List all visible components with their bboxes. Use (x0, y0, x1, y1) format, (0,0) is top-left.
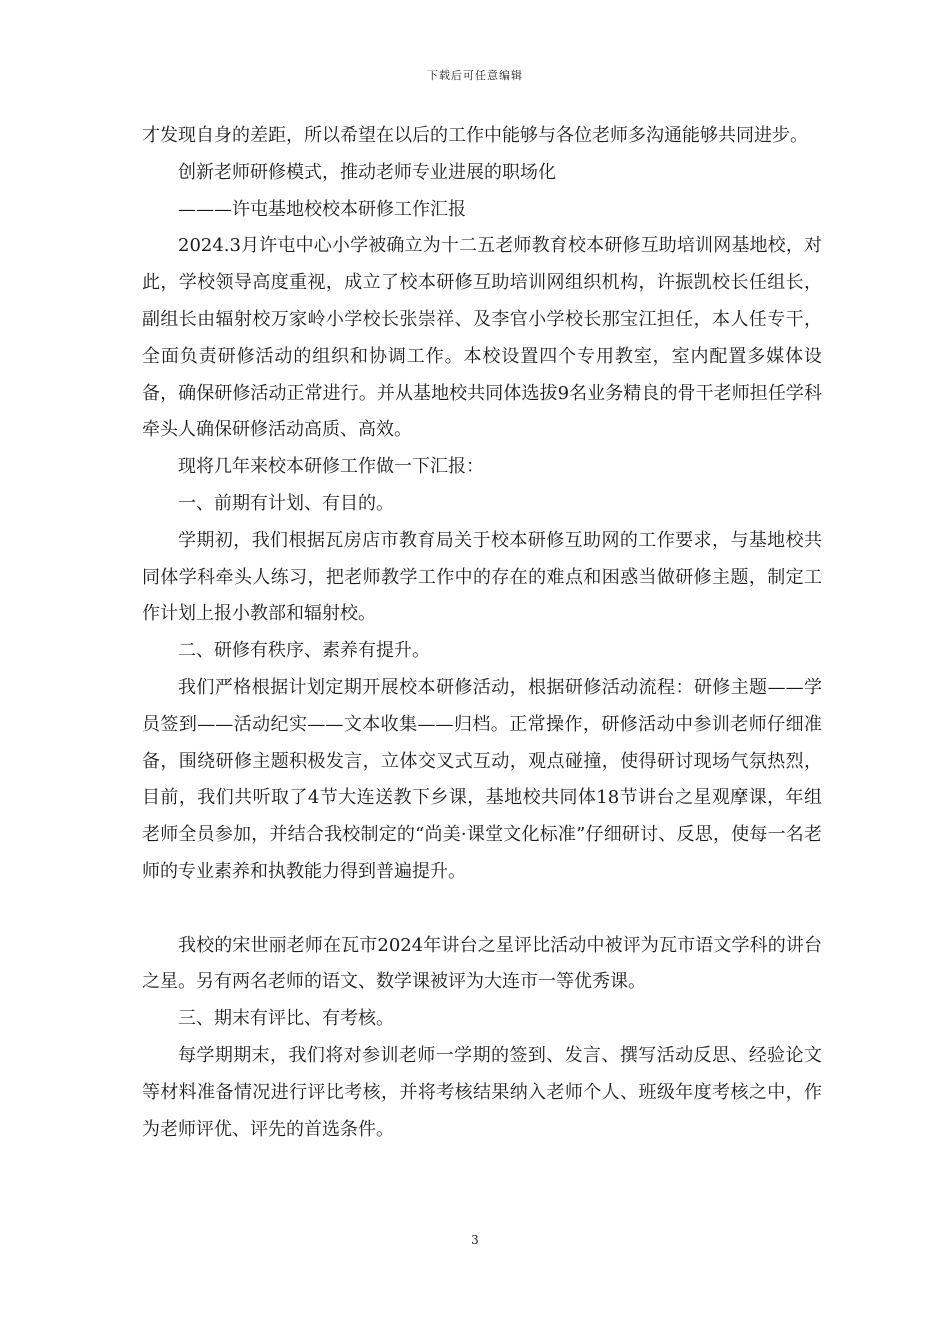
paragraph-award: 我校的宋世丽老师在瓦市2024年讲台之星评比活动中被评为瓦市语文学科的讲台之星。另有两名老师的语文、数学课被评为大连市一等优秀课。 (142, 934, 822, 993)
blank-line (142, 891, 822, 928)
page-number: 3 (471, 1233, 479, 1247)
heading-two: 二、研修有秩序、素养有提升。 (178, 640, 430, 662)
heading-one: 一、前期有计划、有目的。 (178, 492, 394, 514)
paragraph-intro: 2024.3月许屯中心小学被确立为十二五老师教育校本研修互助培训网基地校，对此，学校领导高度重视，成立了校本研修互助培训网组织机构，许振凯校长任组长，副组长由辐射校万家岭小学校长张崇祥、及李官小学校长那宝江担任，本人任专干，全面负责研修活动的组织和协调工作。本校设置四个专用教室，室内配置多媒体设备，确保研修活动正常进行。并从基地校共同体选拔9名业务精良的骨干老师担任学科牵头人确保研修活动高质、高效。 (142, 235, 822, 441)
document-body (142, 118, 822, 1148)
paragraph-1: 才发现自身的差距，所以希望在以后的工作中能够与各位老师多沟通能够共同进步。 (142, 125, 808, 146)
paragraph-process: 我们严格根据计划定期开展校本研修活动，根据研修活动流程：研修主题——学员签到——活动纪实——文本收集——归档。正常操作，研修活动中参训老师仔细准备，围绕研修主题积极发言，立体交叉式互动，观点碰撞，使得研讨现场气氛热烈，目前，我们共听取了4节大连送教下乡课，基地校共同体18节讲台之星观摩课，年组老师全员参加，并结合我校制定的“尚美·课堂文化标准”仔细研讨、反思，使每一名老师的专业素养和执教能力得到普遍提升。 (142, 676, 822, 882)
page-header: 下载后可任意编辑 (427, 69, 523, 82)
section-subtitle: ———许屯基地校校本研修工作汇报 (178, 198, 466, 220)
paragraph-plan: 学期初，我们根据瓦房店市教育局关于校本研修互助网的工作要求，与基地校共同体学科牵头人练习，把老师教学工作中的存在的难点和困惑当做研修主题，制定工作计划上报小教部和辐射校。 (142, 529, 822, 625)
heading-three: 三、期末有评比、有考核。 (178, 1008, 394, 1030)
paragraph-assessment: 每学期期末，我们将对参训老师一学期的签到、发言、撰写活动反思、经验论文等材料准备情况进行评比考核，并将考核结果纳入老师个人、班级年度考核之中，作为老师评优、评先的首选条件。 (142, 1044, 822, 1140)
section-title: 创新老师研修模式，推动老师专业进展的职场化 (178, 161, 556, 183)
paragraph-summary-lead: 现将几年来校本研修工作做一下汇报： (178, 456, 484, 478)
